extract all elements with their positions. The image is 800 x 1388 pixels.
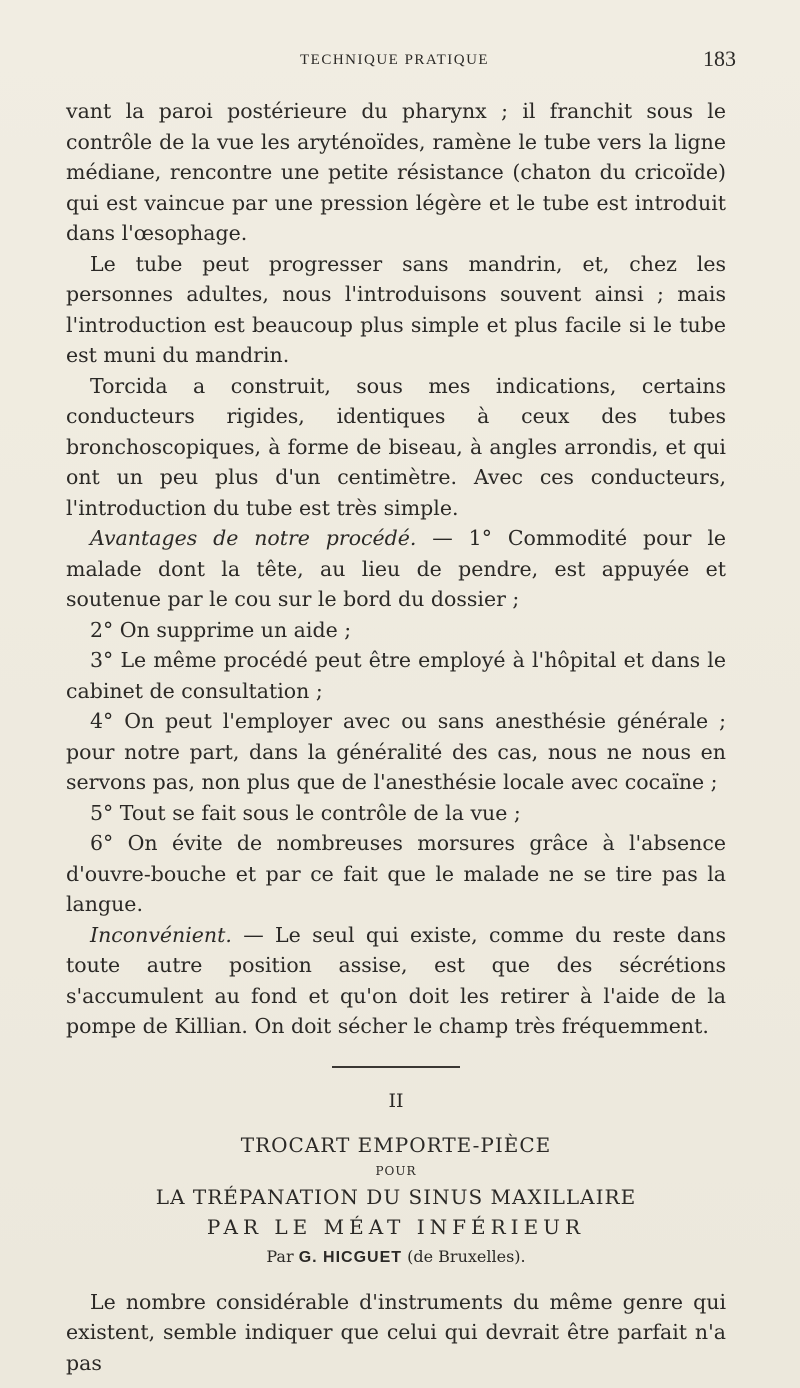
spacer (66, 1116, 726, 1130)
author-name: G. HICGUET (298, 1248, 403, 1266)
list-item-2: 2° On supprime un aide ; (90, 617, 352, 642)
page-header (0, 46, 800, 76)
list-item-4: 4° On peut l'employer avec ou sans anesthésie générale ; pour notre part, dans la généralité des cas, nous ne nous en servons pas, non plus que de l'anesthésie locale avec cocaïne ; (66, 709, 726, 794)
paragraph-mandrin: Le tube peut progresser sans mandrin, et, chez les personnes adultes, nous l'introduisons souvent ainsi ; mais l'introduction est beaucoup plus simple et plus facile si le tube est muni du mandrin. (66, 251, 726, 367)
inconvenient-text: — Le seul qui existe, comme du reste dans toute autre position assise, est que des sécrétions s'accumulent au fond et qu'on doit les retirer à l'aide de la pompe de Killian. On doit sécher le champ très fréquemment. (66, 922, 726, 1038)
author-suffix: (de Bruxelles). (402, 1246, 526, 1266)
paragraph-continuation: vant la paroi postérieure du pharynx ; il franchit sous le contrôle de la vue les aryténoïdes, ramène le tube vers la ligne médiane, rencontre une petite résistance (chaton du cricoïde) qui est vaincue par une pression légère et le tube est introduit dans l'œsophage. (66, 99, 726, 245)
section-number: II (388, 1089, 404, 1112)
paragraph-inconvenient (66, 920, 726, 1042)
paragraph-advantages (66, 523, 726, 615)
section-title-line1: TROCART EMPORTE-PIÈCE (240, 1132, 552, 1157)
section-author (66, 1242, 726, 1273)
spacer (66, 1273, 726, 1287)
page-body (66, 96, 726, 1378)
running-title: TECHNIQUE PRATIQUE (300, 52, 490, 68)
inconvenient-heading: Inconvénient. (90, 922, 232, 947)
section-divider (332, 1066, 460, 1068)
section-title-pour: POUR (375, 1163, 417, 1178)
section-title-line3: PAR LE MÉAT INFÉRIEUR (206, 1214, 586, 1239)
advantages-text: — 1° Commodité pour le malade dont la tête, au lieu de pendre, est appuyée et soutenue par le cou sur le bord du dossier ; (66, 526, 727, 611)
page-number: 183 (703, 46, 736, 71)
list-item-6: 6° On évite de nombreuses morsures grâce à l'absence d'ouvre-bouche et par ce fait que le malade ne se tire pas la langue. (66, 831, 726, 916)
paragraph-torcida: Torcida a construit, sous mes indications, certains conducteurs rigides, identiques à ceux des tubes bronchoscopiques, à forme de biseau, à angles arrondis, et qui ont un peu plus d'un centimètre. Avec ces conducteurs, l'introduction du tube est très simple. (66, 373, 726, 520)
list-item-3: 3° Le même procédé peut être employé à l'hôpital et dans le cabinet de consultation ; (66, 648, 726, 703)
list-item-5: 5° Tout se fait sous le contrôle de la vue ; (90, 800, 521, 825)
advantages-heading: Avantages de notre procédé. (90, 526, 417, 550)
section-title-line2: LA TRÉPANATION DU SINUS MAXILLAIRE (155, 1184, 637, 1209)
author-prefix: Par (266, 1246, 299, 1266)
section-intro-paragraph: Le nombre considérable d'instruments du même genre qui existent, semble indiquer que celui qui devrait être parfait n'a pas (66, 1289, 726, 1375)
